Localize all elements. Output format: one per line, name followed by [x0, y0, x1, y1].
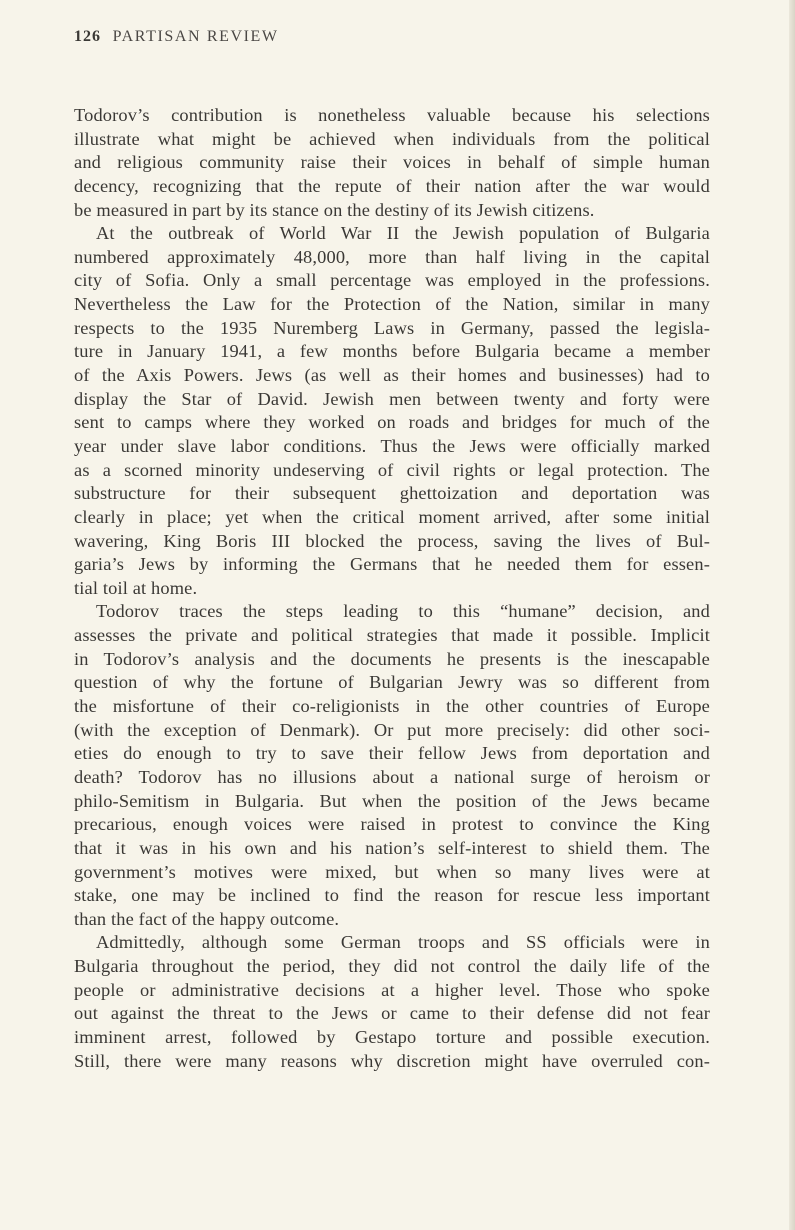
text-line: numbered approximately 48,000, more than half living in the capital — [74, 246, 710, 267]
text-line: year under slave labor conditions. Thus the Jews were officially marked — [74, 435, 710, 456]
text-line: eties do enough to try to save their fellow Jews from deportation and — [74, 743, 710, 764]
text-line: clearly in place; yet when the critical moment arrived, after some initial — [74, 506, 710, 527]
text-line: question of why the fortune of Bulgarian Jewry was so different from — [74, 672, 710, 693]
text-line: assesses the private and political strategies that made it possible. Implicit — [74, 625, 710, 646]
text-line: Bulgaria throughout the period, they did not control the daily life of the — [74, 956, 710, 977]
text-line: Todorov traces the steps leading to this “humane” decision, and — [96, 601, 710, 622]
journal-title: PARTISAN REVIEW — [112, 28, 279, 45]
text-line: respects to the 1935 Nuremberg Laws in Germany, passed the legisla- — [74, 317, 710, 338]
text-line: Still, there were many reasons why discretion might have overruled con- — [74, 1050, 710, 1071]
text-line: stake, one may be inclined to find the reason for rescue less important — [74, 885, 710, 906]
running-head — [74, 28, 279, 46]
text-line: Todorov’s contribution is nonetheless valuable because his selections — [74, 105, 710, 125]
text-line: Nevertheless the Law for the Protection of the Nation, similar in many — [74, 294, 710, 315]
text-line: people or administrative decisions at a higher level. Those who spoke — [74, 979, 710, 1000]
text-line: in Todorov’s analysis and the documents he presents is the inescapable — [74, 648, 710, 669]
body-text — [74, 104, 710, 1073]
text-line: garia’s Jews by informing the Germans that he needed them for essen- — [74, 554, 710, 575]
text-line: precarious, enough voices were raised in protest to convince the King — [74, 814, 710, 835]
text-line: decency, recognizing that the repute of their nation after the war would — [74, 175, 710, 196]
text-line: philo-Semitism in Bulgaria. But when the position of the Jews became — [74, 790, 710, 811]
text-line: be measured in part by its stance on the destiny of its Jewish citizens. — [74, 199, 595, 220]
text-line: than the fact of the happy outcome. — [74, 908, 340, 929]
text-line: out against the threat to the Jews or came to their defense did not fear — [74, 1003, 710, 1024]
page-number: 126 — [74, 28, 101, 45]
text-line: sent to camps where they worked on roads and bridges for much of the — [74, 412, 710, 433]
text-line: tial toil at home. — [74, 577, 198, 598]
text-line: substructure for their subsequent ghettoization and deportation was — [74, 483, 710, 504]
text-line: that it was in his own and his nation’s self-interest to shield them. The — [74, 837, 710, 858]
page-edge — [789, 0, 795, 1230]
text-line: At the outbreak of World War II the Jewish population of Bulgaria — [96, 223, 710, 244]
text-line: ture in January 1941, a few months before Bulgaria became a member — [74, 341, 710, 362]
text-line: the misfortune of their co-religionists in the other countries of Europe — [74, 696, 710, 717]
text-line: city of Sofia. Only a small percentage was employed in the professions. — [74, 270, 710, 291]
text-line: illustrate what might be achieved when individuals from the political — [74, 128, 710, 149]
text-line: and religious community raise their voices in behalf of simple human — [74, 152, 710, 173]
text-line: imminent arrest, followed by Gestapo torture and possible execution. — [74, 1026, 710, 1047]
text-line: (with the exception of Denmark). Or put more precisely: did other soci- — [74, 719, 710, 740]
text-line: wavering, King Boris III blocked the process, saving the lives of Bul- — [74, 530, 710, 551]
text-line: as a scorned minority undeserving of civil rights or legal protection. The — [74, 459, 710, 480]
text-line: display the Star of David. Jewish men between twenty and forty were — [74, 388, 710, 409]
text-line: government’s motives were mixed, but when so many lives were at — [74, 861, 710, 882]
text-line: Admittedly, although some German troops and SS officials were in — [96, 932, 710, 953]
text-line: of the Axis Powers. Jews (as well as their homes and businesses) had to — [74, 365, 710, 386]
text-line: death? Todorov has no illusions about a national surge of heroism or — [74, 766, 710, 787]
